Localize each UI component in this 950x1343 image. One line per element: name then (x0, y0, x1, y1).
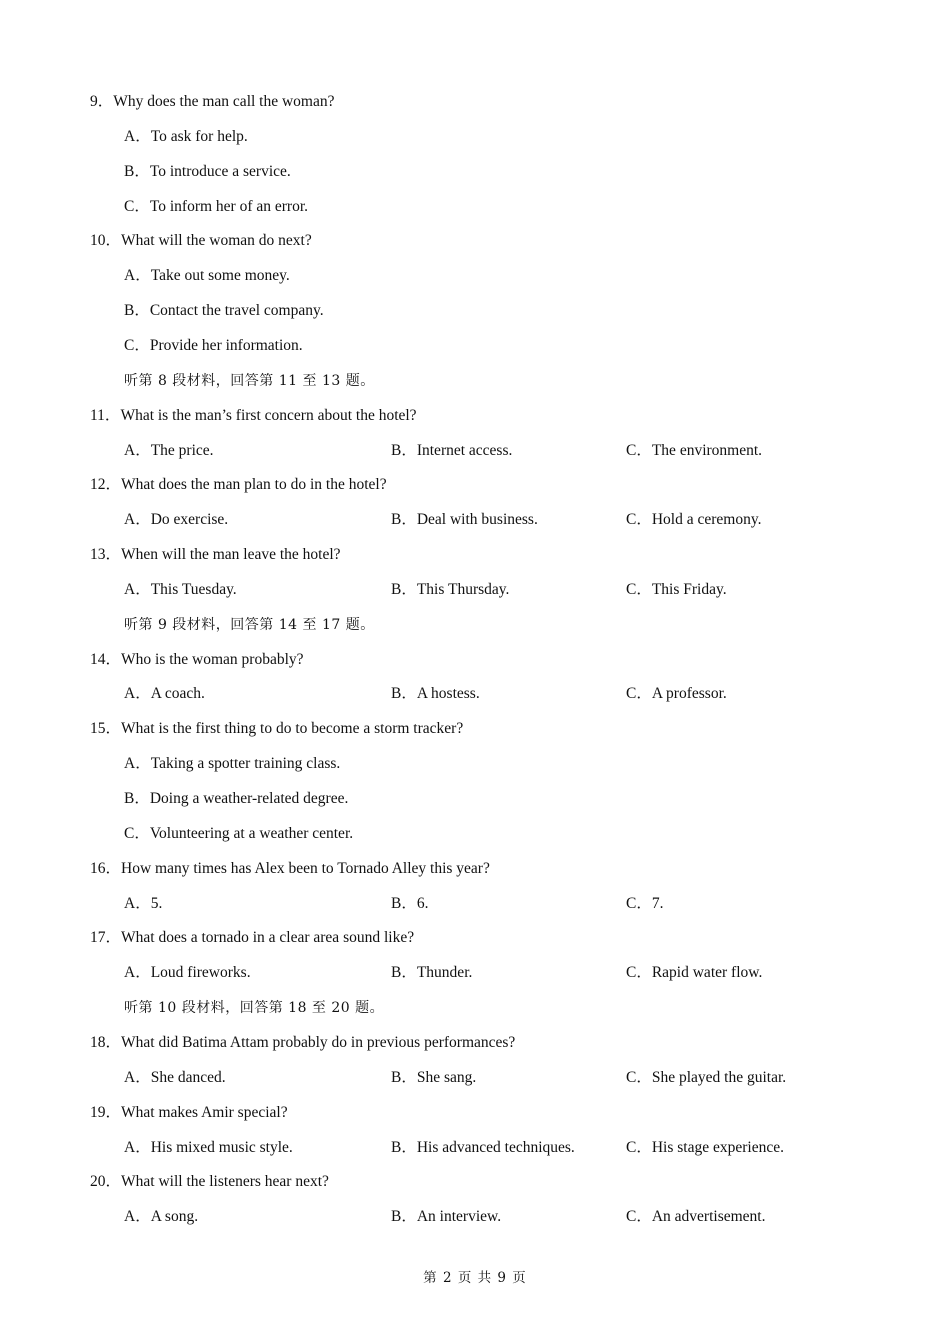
option-label: A． (124, 1139, 151, 1156)
option-c (626, 510, 761, 530)
option-label: C． (626, 511, 652, 528)
option-text: A song. (150, 1208, 199, 1225)
option-text: Take out some money. (150, 267, 290, 284)
option-text: Contact the travel company. (149, 302, 324, 319)
option-text: A coach. (150, 685, 205, 702)
question-text: What will the listeners hear next? (121, 1173, 329, 1190)
option-label: B． (124, 302, 150, 319)
question-number: 18． (90, 1034, 122, 1051)
option-label: A． (124, 1208, 151, 1225)
question-line (90, 231, 312, 251)
option-text: His mixed music style. (150, 1139, 293, 1156)
question-line (90, 92, 335, 112)
option-text: She sang. (416, 1069, 477, 1086)
option-label: A． (124, 895, 151, 912)
option-line (124, 162, 291, 182)
option-text: The environment. (651, 442, 763, 459)
option-text: An advertisement. (651, 1208, 766, 1225)
option-text: An interview. (416, 1208, 502, 1225)
question-text: What does a tornado in a clear area sound like? (121, 929, 415, 946)
option-label: B． (391, 1069, 417, 1086)
option-label: A． (124, 964, 151, 981)
question-text: What does the man plan to do in the hotel? (121, 476, 387, 493)
question-number: 16． (90, 860, 122, 877)
option-label: C． (626, 1069, 652, 1086)
option-text: This Thursday. (416, 581, 510, 598)
option-label: A． (124, 581, 151, 598)
option-label: C． (124, 825, 150, 842)
option-text: 5. (150, 895, 163, 912)
option-b (391, 894, 428, 914)
question-text: What is the first thing to do to become a storm tracker? (121, 720, 464, 737)
question-number: 14． (90, 651, 122, 668)
option-label: C． (626, 895, 652, 912)
option-line (124, 336, 303, 356)
option-a (124, 684, 205, 704)
option-text: Loud fireworks. (150, 964, 251, 981)
question-text: What will the woman do next? (121, 232, 312, 249)
option-label: B． (391, 964, 417, 981)
option-text: Do exercise. (150, 511, 229, 528)
question-line (90, 475, 387, 495)
option-text: She danced. (150, 1069, 226, 1086)
question-number: 20． (90, 1173, 122, 1190)
question-line (90, 1172, 329, 1192)
option-label: C． (626, 1208, 652, 1225)
option-text: A professor. (651, 685, 727, 702)
question-number: 10． (90, 232, 122, 249)
option-label: C． (626, 442, 652, 459)
option-label: B． (391, 442, 417, 459)
option-line (124, 266, 290, 286)
option-text: Volunteering at a weather center. (149, 825, 354, 842)
option-text: Provide her information. (149, 337, 303, 354)
option-label: B． (124, 163, 150, 180)
option-a (124, 1138, 293, 1158)
option-text: To ask for help. (150, 128, 248, 145)
question-text: What is the man’s first concern about the hotel? (120, 407, 417, 424)
option-b (391, 510, 538, 530)
option-c (626, 684, 727, 704)
option-label: A． (124, 511, 151, 528)
option-label: C． (626, 964, 652, 981)
question-line (90, 719, 463, 739)
option-text: Thunder. (416, 964, 473, 981)
option-text: 6. (416, 895, 429, 912)
option-text: This Tuesday. (150, 581, 237, 598)
option-text: Internet access. (416, 442, 513, 459)
question-number: 13． (90, 546, 122, 563)
option-text: She played the guitar. (651, 1069, 787, 1086)
option-a (124, 1207, 198, 1227)
option-line (124, 789, 348, 809)
option-text: Taking a spotter training class. (150, 755, 341, 772)
option-label: B． (391, 581, 417, 598)
option-label: B． (391, 895, 417, 912)
question-line (90, 650, 304, 670)
option-c (626, 894, 663, 914)
question-line (90, 928, 414, 948)
option-label: C． (124, 198, 150, 215)
option-text: His stage experience. (651, 1139, 784, 1156)
option-line (124, 301, 324, 321)
option-line (124, 824, 353, 844)
option-a (124, 510, 228, 530)
option-line (124, 754, 340, 774)
option-a (124, 963, 251, 983)
option-label: C． (124, 337, 150, 354)
section-instruction: 听第 8 段材料，回答第 11 至 13 题。 (124, 373, 375, 389)
option-b (391, 684, 480, 704)
question-number: 15． (90, 720, 122, 737)
option-c (626, 1138, 784, 1158)
question-line (90, 859, 490, 879)
option-b (391, 1207, 501, 1227)
option-text: A hostess. (416, 685, 480, 702)
question-number: 12． (90, 476, 122, 493)
option-text: Rapid water flow. (651, 964, 763, 981)
option-b (391, 441, 512, 461)
option-b (391, 1138, 575, 1158)
option-label: A． (124, 685, 151, 702)
question-text: When will the man leave the hotel? (121, 546, 341, 563)
option-label: B． (124, 790, 150, 807)
option-label: A． (124, 442, 151, 459)
option-label: A． (124, 1069, 151, 1086)
option-line (124, 197, 308, 217)
option-a (124, 580, 237, 600)
question-text: How many times has Alex been to Tornado Alley this year? (121, 860, 490, 877)
option-text: This Friday. (651, 581, 727, 598)
option-text: His advanced techniques. (416, 1139, 575, 1156)
option-label: A． (124, 755, 151, 772)
section-instruction: 听第 10 段材料，回答第 18 至 20 题。 (124, 1000, 385, 1016)
option-text: 7. (651, 895, 664, 912)
option-text: Doing a weather-related degree. (149, 790, 349, 807)
option-label: C． (626, 685, 652, 702)
option-label: B． (391, 685, 417, 702)
option-b (391, 580, 509, 600)
option-a (124, 894, 162, 914)
question-text: Who is the woman probably? (121, 651, 304, 668)
question-text: What did Batima Attam probably do in previous performances? (121, 1034, 516, 1051)
option-c (626, 580, 727, 600)
option-label: A． (124, 128, 151, 145)
option-label: C． (626, 1139, 652, 1156)
option-line (124, 127, 248, 147)
option-a (124, 1068, 226, 1088)
option-text: Hold a ceremony. (651, 511, 762, 528)
question-number: 11． (90, 407, 121, 424)
page-footer: 第 2 页 共 9 页 (423, 1270, 527, 1286)
option-label: B． (391, 1208, 417, 1225)
option-c (626, 441, 762, 461)
question-text: Why does the man call the woman? (113, 93, 335, 110)
question-number: 19． (90, 1104, 122, 1121)
question-text: What makes Amir special? (121, 1104, 288, 1121)
option-b (391, 963, 472, 983)
option-c (626, 1207, 765, 1227)
question-line (90, 545, 341, 565)
option-text: To introduce a service. (149, 163, 291, 180)
question-line (90, 1033, 515, 1053)
option-c (626, 1068, 786, 1088)
question-number: 9． (90, 93, 114, 110)
option-c (626, 963, 762, 983)
option-label: B． (391, 511, 417, 528)
option-text: To inform her of an error. (149, 198, 309, 215)
question-line (90, 1103, 288, 1123)
section-instruction: 听第 9 段材料，回答第 14 至 17 题。 (124, 617, 375, 633)
option-a (124, 441, 214, 461)
option-label: B． (391, 1139, 417, 1156)
option-label: C． (626, 581, 652, 598)
option-text: The price. (150, 442, 214, 459)
option-label: A． (124, 267, 151, 284)
option-b (391, 1068, 476, 1088)
question-number: 17． (90, 929, 122, 946)
option-text: Deal with business. (416, 511, 538, 528)
question-line (90, 406, 417, 426)
